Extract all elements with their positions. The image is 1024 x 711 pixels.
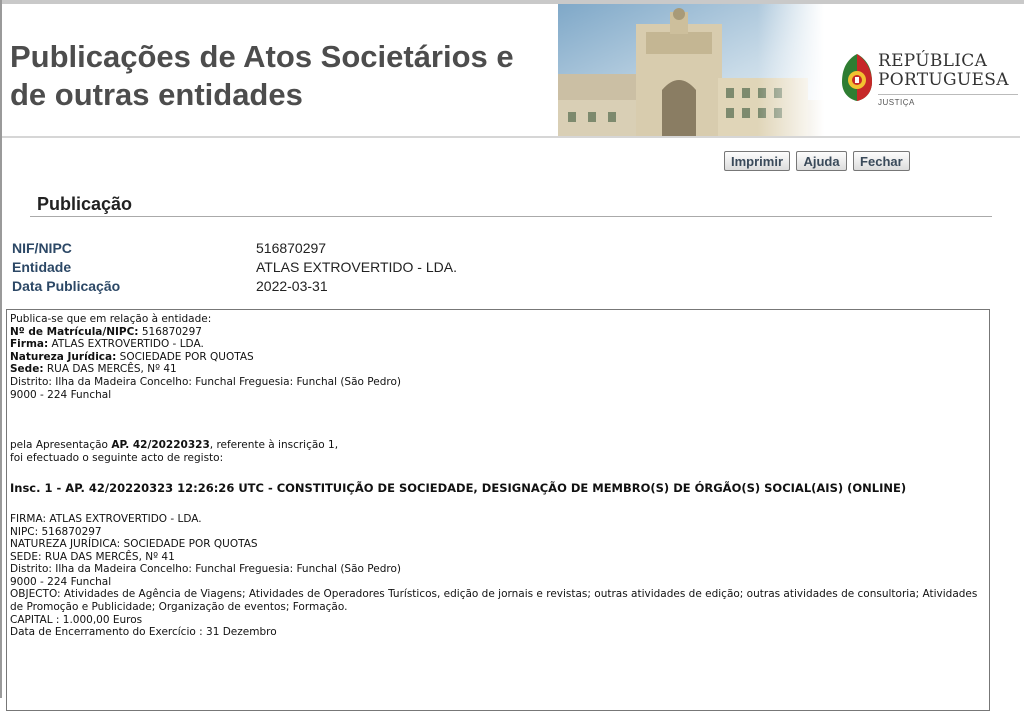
site-title [10,38,570,114]
acto-line: foi efectuado o seguinte acto de registo: [10,451,224,464]
encerramento-line: Data de Encerramento do Exercício : 31 Dezembro [10,626,277,639]
intro-line: Publica-se que em relação à entidade: [10,313,212,325]
logo-divider [878,94,1018,95]
detail-line: NIPC: 516870297 [10,525,102,538]
meta-label: Entidade [12,259,72,275]
header-divider [2,136,1020,138]
close-button[interactable]: Fechar [853,151,910,171]
inscricao-prefix: Insc. 1 [10,480,53,495]
spacer [10,401,986,414]
apresentacao-number: AP. 42/20220323 [111,438,210,451]
logo-subtitle: JUSTIÇA [878,98,915,107]
publication-content-frame[interactable] [6,309,990,711]
detail-line: FIRMA: ATLAS EXTROVERTIDO - LDA. [10,512,202,525]
header-photo-arch [558,4,824,136]
section-divider [30,216,992,217]
detail-line: SEDE: RUA DAS MERCÊS, Nº 41 [10,550,175,563]
matricula-line [10,326,986,339]
detail-line: NATUREZA JURÍDICA: SOCIEDADE POR QUOTAS [10,538,258,551]
meta-label: NIF/NIPC [12,240,72,256]
section-title: Publicação [37,194,133,214]
spacer [10,426,986,439]
meta-value: 2022-03-31 [256,278,328,294]
apresentacao-line [10,439,986,452]
detail-line: 9000 - 224 Funchal [10,575,112,588]
print-button[interactable]: Imprimir [724,151,790,171]
matricula-label: Nº de Matrícula/NIPC: [10,325,139,338]
natureza-value: SOCIEDADE POR QUOTAS [116,350,254,363]
meta-label: Data Publicação [12,278,121,294]
logo-text [878,52,1009,90]
distrito-line: Distrito: Ilha da Madeira Concelho: Funchal Freguesia: Funchal (São Pedro) [10,375,401,388]
site-title-line-2: de outras entidades [10,77,303,112]
page-header [2,4,1020,136]
logo-line-1: REPÚBLICA [878,51,988,71]
sede-label: Sede: [10,363,44,376]
toolbar [724,151,912,173]
spacer [10,464,986,477]
capital-line: CAPITAL : 1.000,00 Euros [10,613,143,626]
spacer [10,500,986,513]
detail-line: Distrito: Ilha da Madeira Concelho: Funchal Freguesia: Funchal (São Pedro) [10,563,401,576]
spacer [10,414,986,427]
sede-line [10,363,986,376]
objecto-text: OBJECTO: Atividades de Agência de Viagens; Atividades de Operadores Turísticos, edição de jornais e revistas; outras atividades de edição; outras atividades de consultoria; Atividades de Promoção e Publicidade; Organização de eventos; Formação. [10,588,978,614]
sede-value: RUA DAS MERCÊS, Nº 41 [43,363,177,376]
coat-of-arms-icon [840,52,874,102]
matricula-value: 516870297 [138,325,202,338]
inscricao-text: - AP. 42/20220323 12:26:26 UTC - CONSTITUIÇÃO DE SOCIEDADE, DESIGNAÇÃO DE MEMBRO(S) DE ÓRGÃO(S) SOCIAL(AIS) (ONLINE) [52,480,907,495]
firma-line [10,338,986,351]
meta-value: ATLAS EXTROVERTIDO - LDA. [256,259,457,275]
firma-value: ATLAS EXTROVERTIDO - LDA. [48,338,204,351]
site-title-line-1: Publicações de Atos Societários e [10,39,514,74]
firma-label: Firma: [10,338,49,351]
natureza-line [10,351,986,364]
apresentacao-suffix: , referente à inscrição 1, [209,438,339,451]
logo-line-2: PORTUGUESA [878,70,1009,90]
publication-text [7,310,989,642]
republica-portuguesa-logo [838,50,1018,114]
inscricao-heading [10,482,986,495]
natureza-label: Natureza Jurídica: [10,350,117,363]
help-button[interactable]: Ajuda [796,151,846,171]
meta-value: 516870297 [256,240,327,256]
postal-line: 9000 - 224 Funchal [10,388,112,401]
apresentacao-prefix: pela Apresentação [10,438,112,451]
